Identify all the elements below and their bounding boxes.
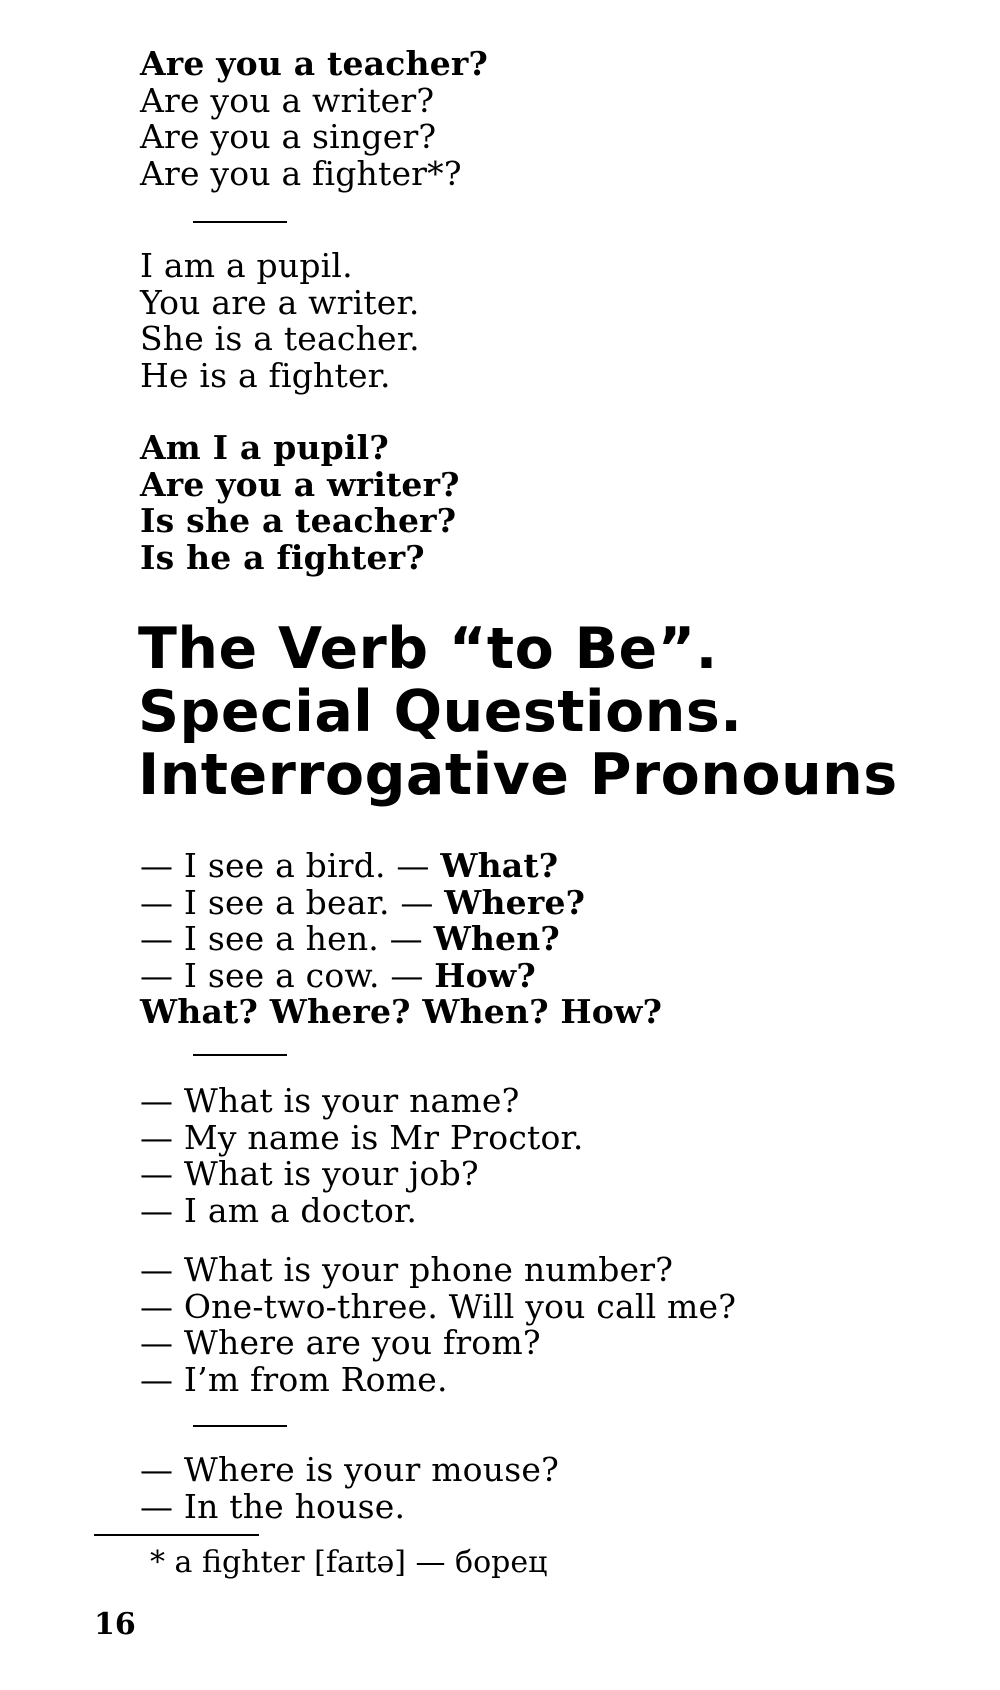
- dialogue-block-2: [140, 1252, 736, 1398]
- question-word: Where?: [444, 882, 586, 922]
- statement-text: — I see a hen. —: [140, 919, 434, 958]
- section-divider: [193, 221, 287, 223]
- text-line: Is he a fighter?: [140, 537, 425, 577]
- text-line: You are a writer.: [140, 282, 420, 322]
- dialogue-line: — My name is Mr Proctor.: [140, 1117, 584, 1157]
- question-words-block: [140, 848, 662, 1031]
- text-line: Are you a singer?: [140, 117, 437, 156]
- question-word: How?: [434, 955, 536, 995]
- page-number: 16: [94, 1607, 136, 1642]
- dialogue-line: — One-two-three. Will you call me?: [140, 1286, 737, 1326]
- section-heading: [138, 618, 898, 807]
- text-line: Are you a writer?: [140, 464, 460, 504]
- statement-text: — I see a bird. —: [140, 846, 441, 885]
- text-line: Are you a fighter*?: [140, 153, 462, 193]
- dialogue-line: — What is your job?: [140, 1154, 479, 1193]
- dialogue-line: — What is your phone number?: [140, 1250, 674, 1289]
- text-line: He is a fighter.: [140, 355, 391, 395]
- questions-block-1: [140, 46, 488, 192]
- dialogue-line: [140, 848, 662, 885]
- dialogue-line: [140, 955, 662, 995]
- dialogue-line: [140, 921, 662, 958]
- question-word: When?: [433, 919, 560, 958]
- dialogue-line: — In the house.: [140, 1486, 406, 1526]
- text-line: Am I a pupil?: [140, 428, 389, 467]
- statements-block: [140, 248, 420, 394]
- footnote-divider: [94, 1534, 259, 1536]
- dialogue-line: — Where is your mouse?: [140, 1450, 559, 1489]
- question-word: What?: [440, 846, 559, 885]
- statement-text: — I see a cow. —: [140, 955, 435, 995]
- text-line: I am a pupil.: [140, 246, 353, 285]
- dialogue-block-3: [140, 1452, 559, 1525]
- section-divider: [193, 1425, 287, 1427]
- text-line: Are you a teacher?: [140, 44, 489, 83]
- heading-line: The Verb “to Be”.: [138, 616, 718, 682]
- heading-line: Special Questions.: [138, 679, 743, 745]
- footnote: * a fighter [faɪtə] — борец: [150, 1545, 548, 1580]
- heading-line: Interrogative Pronouns: [138, 742, 898, 808]
- dialogue-block-1: [140, 1083, 584, 1229]
- text-line: She is a teacher.: [140, 319, 420, 358]
- dialogue-line: — I am a doctor.: [140, 1190, 418, 1230]
- text-line: Are you a writer?: [140, 80, 435, 120]
- dialogue-line: — Where are you from?: [140, 1323, 541, 1362]
- statement-text: — I see a bear. —: [140, 882, 445, 922]
- dialogue-line: [140, 882, 662, 922]
- dialogue-line: — I’m from Rome.: [140, 1359, 448, 1399]
- dialogue-line: — What is your name?: [140, 1081, 520, 1120]
- text-line: Is she a teacher?: [140, 501, 457, 540]
- question-words-summary: What? Where? When? How?: [140, 992, 663, 1031]
- section-divider: [193, 1054, 287, 1056]
- questions-block-2: [140, 430, 460, 576]
